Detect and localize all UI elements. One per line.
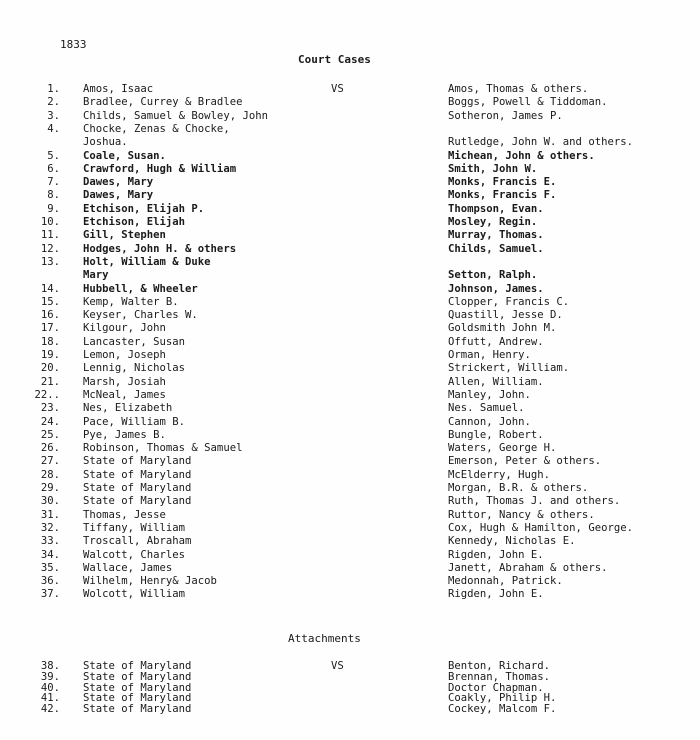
case-row bbox=[0, 284, 700, 295]
case-number: 16. bbox=[40, 309, 60, 322]
case-number: 22.. bbox=[34, 388, 60, 401]
case-number: 35. bbox=[40, 561, 60, 574]
plaintiff-name: Kilgour, John bbox=[83, 322, 166, 335]
plaintiff-name: Kemp, Walter B. bbox=[83, 295, 179, 308]
defendant-name: Strickert, William. bbox=[448, 362, 570, 375]
case-row bbox=[0, 470, 700, 481]
case-row bbox=[0, 111, 700, 122]
case-number: 12. bbox=[40, 242, 60, 255]
plaintiff-name: State of Maryland bbox=[83, 455, 192, 468]
case-number: 6. bbox=[47, 162, 60, 175]
defendant-name: Nes. Samuel. bbox=[448, 402, 525, 415]
case-row bbox=[0, 190, 700, 201]
plaintiff-name: Etchison, Elijah P. bbox=[83, 202, 205, 215]
case-row bbox=[0, 456, 700, 467]
defendant-name: Kennedy, Nicholas E. bbox=[448, 535, 576, 548]
plaintiff-name: Chocke, Zenas & Chocke, bbox=[83, 122, 230, 135]
defendant-name: Amos, Thomas & others. bbox=[448, 83, 589, 95]
case-number: 38. bbox=[40, 660, 60, 672]
case-row bbox=[0, 576, 700, 587]
case-row bbox=[0, 377, 700, 388]
plaintiff-name: Dawes, Mary bbox=[83, 189, 154, 202]
plaintiff-name: Lemon, Joseph bbox=[83, 349, 166, 361]
case-number: 36. bbox=[40, 575, 60, 588]
case-row bbox=[0, 84, 700, 95]
case-number: 31. bbox=[40, 508, 60, 521]
case-row bbox=[0, 430, 700, 441]
defendant-name: Mosley, Regin. bbox=[448, 216, 538, 228]
case-number: 40. bbox=[40, 681, 60, 694]
defendant-name: Ruth, Thomas J. and others. bbox=[448, 495, 621, 508]
case-row bbox=[0, 297, 700, 308]
case-number: 4. bbox=[47, 122, 60, 135]
plaintiff-name: Thomas, Jesse bbox=[83, 508, 166, 521]
case-number: 42. bbox=[40, 703, 60, 716]
plaintiff-name: Coale, Susan. bbox=[83, 149, 166, 162]
case-row bbox=[0, 523, 700, 534]
case-row bbox=[0, 403, 700, 414]
case-number: 1. bbox=[47, 83, 60, 95]
defendant-name: Rutledge, John W. and others. bbox=[448, 136, 633, 149]
case-number: 9. bbox=[47, 202, 60, 215]
plaintiff-name: State of Maryland bbox=[83, 703, 192, 716]
plaintiff-name: Robinson, Thomas & Samuel bbox=[83, 442, 243, 455]
case-number: 2. bbox=[47, 96, 60, 109]
plaintiff-name: State of Maryland bbox=[83, 495, 192, 508]
plaintiff-name: Wilhelm, Henry& Jacob bbox=[83, 575, 217, 588]
plaintiff-name: State of Maryland bbox=[83, 482, 192, 494]
defendant-name: Medonnah, Patrick. bbox=[448, 575, 563, 588]
case-number: 27. bbox=[40, 455, 60, 468]
case-row bbox=[0, 483, 700, 494]
plaintiff-name: Childs, Samuel & Bowley, John bbox=[83, 109, 268, 122]
defendant-name: Childs, Samuel. bbox=[448, 242, 544, 255]
case-number: 24. bbox=[40, 415, 60, 428]
defendant-name: Johnson, James. bbox=[448, 282, 544, 295]
plaintiff-name: Crawford, Hugh & William bbox=[83, 162, 237, 175]
defendant-name: Cockey, Malcom F. bbox=[448, 703, 557, 716]
plaintiff-name: Pye, James B. bbox=[83, 428, 166, 441]
defendant-name: Doctor Chapman. bbox=[448, 681, 544, 694]
defendant-name: McElderry, Hugh. bbox=[448, 468, 551, 481]
plaintiff-name: Tiffany, William bbox=[83, 521, 186, 534]
plaintiff-name: State of Maryland bbox=[83, 670, 192, 683]
plaintiff-name: State of Maryland bbox=[83, 468, 192, 481]
plaintiff-name: Wallace, James bbox=[83, 561, 173, 574]
defendant-name: Monks, Francis F. bbox=[448, 189, 557, 202]
defendant-name: Monks, Francis E. bbox=[448, 176, 557, 189]
plaintiff-name: Holt, William & Duke bbox=[83, 255, 211, 268]
defendant-name: Clopper, Francis C. bbox=[448, 295, 570, 308]
case-number: 30. bbox=[40, 495, 60, 508]
case-row bbox=[0, 204, 700, 215]
defendant-name: Coakly, Philip H. bbox=[448, 692, 557, 705]
defendant-name: Rigden, John E. bbox=[448, 548, 544, 561]
case-row bbox=[0, 323, 700, 334]
case-number: 21. bbox=[40, 375, 60, 388]
plaintiff-name: Lennig, Nicholas bbox=[83, 362, 186, 375]
case-number: 39. bbox=[40, 670, 60, 683]
case-row bbox=[0, 589, 700, 600]
plaintiff-name: Hodges, John H. & others bbox=[83, 242, 237, 255]
plaintiff-name: Bradlee, Currey & Bradlee bbox=[83, 96, 243, 109]
case-number: 37. bbox=[40, 588, 60, 601]
case-row bbox=[0, 124, 700, 135]
plaintiff-name: State of Maryland bbox=[83, 681, 192, 694]
case-number: 20. bbox=[40, 362, 60, 375]
plaintiff-name: Wolcott, William bbox=[83, 588, 186, 601]
plaintiff-name: Mary bbox=[83, 269, 109, 282]
attachments-heading: Attachments bbox=[288, 632, 361, 645]
case-row bbox=[0, 230, 700, 241]
case-number: 41. bbox=[40, 692, 60, 705]
defendant-name: Rigden, John E. bbox=[448, 588, 544, 601]
case-row bbox=[0, 310, 700, 321]
defendant-name: Bungle, Robert. bbox=[448, 428, 544, 441]
defendant-name: Boggs, Powell & Tiddoman. bbox=[448, 96, 608, 109]
plaintiff-name: Marsh, Josiah bbox=[83, 375, 166, 388]
case-number: 10. bbox=[40, 216, 60, 228]
case-number: 11. bbox=[40, 229, 60, 242]
defendant-name: Offutt, Andrew. bbox=[448, 335, 544, 348]
defendant-name: Thompson, Evan. bbox=[448, 202, 544, 215]
defendant-name: Allen, William. bbox=[448, 375, 544, 388]
case-number: 34. bbox=[40, 548, 60, 561]
case-row bbox=[0, 350, 700, 361]
plaintiff-name: Gill, Stephen bbox=[83, 229, 166, 242]
plaintiff-name: Joshua. bbox=[83, 136, 128, 149]
defendant-name: Emerson, Peter & others. bbox=[448, 455, 602, 468]
defendant-name: Manley, John. bbox=[448, 388, 531, 401]
case-number: 15. bbox=[40, 295, 60, 308]
plaintiff-name: Dawes, Mary bbox=[83, 176, 154, 189]
case-number: 25. bbox=[40, 428, 60, 441]
defendant-name: Cox, Hugh & Hamilton, George. bbox=[448, 521, 633, 534]
case-number: 32. bbox=[40, 521, 60, 534]
case-row bbox=[0, 244, 700, 255]
case-number: 14. bbox=[40, 282, 60, 295]
plaintiff-name: Pace, William B. bbox=[83, 415, 186, 428]
case-row bbox=[0, 164, 700, 175]
case-number: 26. bbox=[40, 442, 60, 455]
case-number: 8. bbox=[47, 189, 60, 202]
case-number: 5. bbox=[47, 149, 60, 162]
case-number: 28. bbox=[40, 468, 60, 481]
plaintiff-name: State of Maryland bbox=[83, 692, 192, 705]
case-row bbox=[0, 137, 700, 148]
defendant-name: Brennan, Thomas. bbox=[448, 670, 551, 683]
case-number: 29. bbox=[40, 482, 60, 494]
case-number: 33. bbox=[40, 535, 60, 548]
plaintiff-name: Lancaster, Susan bbox=[83, 335, 186, 348]
plaintiff-name: Nes, Elizabeth bbox=[83, 402, 173, 415]
case-number: 3. bbox=[47, 109, 60, 122]
defendant-name: Cannon, John. bbox=[448, 415, 531, 428]
case-number: 17. bbox=[40, 322, 60, 335]
case-row bbox=[0, 536, 700, 547]
versus-label: VS bbox=[331, 83, 344, 95]
case-row bbox=[0, 417, 700, 428]
plaintiff-name: Amos, Isaac bbox=[83, 83, 154, 95]
case-row bbox=[0, 390, 700, 401]
case-row bbox=[0, 257, 700, 268]
plaintiff-name: State of Maryland bbox=[83, 660, 192, 672]
defendant-name: Goldsmith John M. bbox=[448, 322, 557, 335]
case-row bbox=[0, 550, 700, 561]
plaintiff-name: Keyser, Charles W. bbox=[83, 309, 198, 322]
plaintiff-name: Etchison, Elijah bbox=[83, 216, 186, 228]
case-row bbox=[0, 151, 700, 162]
document-year: 1833 bbox=[60, 38, 87, 51]
case-number: 23. bbox=[40, 402, 60, 415]
case-row bbox=[0, 510, 700, 521]
case-row bbox=[0, 217, 700, 228]
case-row bbox=[0, 443, 700, 454]
case-row bbox=[0, 363, 700, 374]
defendant-name: Setton, Ralph. bbox=[448, 269, 538, 282]
case-row bbox=[0, 337, 700, 348]
plaintiff-name: Walcott, Charles bbox=[83, 548, 186, 561]
defendant-name: Quastill, Jesse D. bbox=[448, 309, 563, 322]
defendant-name: Benton, Richard. bbox=[448, 660, 551, 672]
plaintiff-name: Hubbell, & Wheeler bbox=[83, 282, 198, 295]
defendant-name: Smith, John W. bbox=[448, 162, 538, 175]
plaintiff-name: McNeal, James bbox=[83, 388, 166, 401]
document-title: Court Cases bbox=[298, 53, 371, 66]
case-row bbox=[0, 177, 700, 188]
case-row bbox=[0, 496, 700, 507]
case-row bbox=[0, 704, 700, 715]
defendant-name: Murray, Thomas. bbox=[448, 229, 544, 242]
case-number: 7. bbox=[47, 176, 60, 189]
case-row bbox=[0, 97, 700, 108]
versus-label: VS bbox=[331, 660, 344, 672]
case-number: 19. bbox=[40, 349, 60, 361]
case-number: 18. bbox=[40, 335, 60, 348]
defendant-name: Orman, Henry. bbox=[448, 349, 531, 361]
defendant-name: Morgan, B.R. & others. bbox=[448, 482, 589, 494]
case-row bbox=[0, 563, 700, 574]
defendant-name: Waters, George H. bbox=[448, 442, 557, 455]
case-row bbox=[0, 270, 700, 281]
defendant-name: Michean, John & others. bbox=[448, 149, 595, 162]
plaintiff-name: Troscall, Abraham bbox=[83, 535, 192, 548]
defendant-name: Ruttor, Nancy & others. bbox=[448, 508, 595, 521]
defendant-name: Janett, Abraham & others. bbox=[448, 561, 608, 574]
defendant-name: Sotheron, James P. bbox=[448, 109, 563, 122]
case-number: 13. bbox=[40, 255, 60, 268]
